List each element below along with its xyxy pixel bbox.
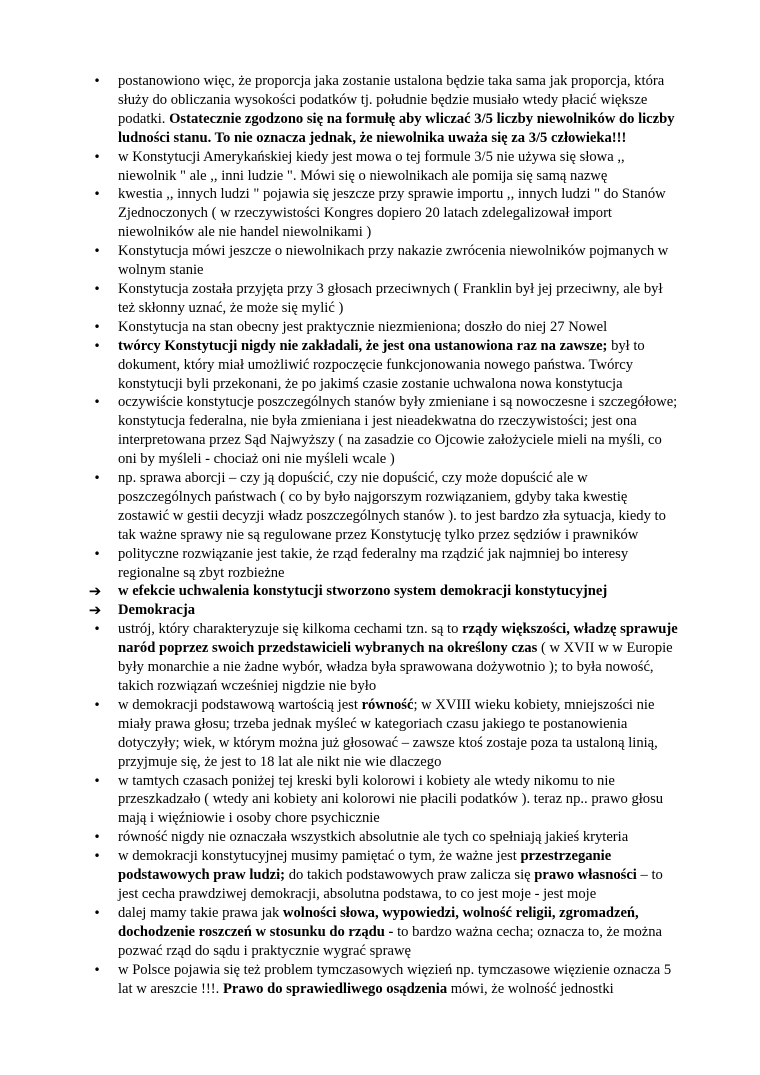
text: np. sprawa aborcji – czy ją dopuścić, czy nie dopuścić, czy może dopuścić ale w poszczególnych państwach ( co by było najgorszym rozwiązaniem, gdyby taka kwestię zostawić w gestii decyzji władz poszczególnych stanów ). to jest bardzo zła sytuacja, kiedy to tak ważne sprawy nie są regulowane przez Konstytucję tylko przez sędziów i prawników <box>118 470 666 543</box>
bullet-list-item <box>93 620 678 696</box>
bullet-icon: • <box>93 74 101 88</box>
bullet-list-item <box>93 828 678 847</box>
bullet-list-item <box>93 696 678 772</box>
bullet-icon: • <box>93 849 101 864</box>
text: Konstytucja na stan obecny jest praktycznie niezmieniona; doszło do niej 27 Nowel <box>118 318 608 335</box>
bullet-icon: • <box>93 546 101 561</box>
arrow-list-item <box>88 582 678 601</box>
bullet-list-item <box>93 242 678 280</box>
bullet-list-item <box>93 847 678 904</box>
bullet-list-item <box>93 280 678 318</box>
bullet-icon: • <box>93 471 101 486</box>
arrow-icon: ➔ <box>88 582 102 601</box>
bullet-icon: • <box>93 338 101 353</box>
arrow-list-item <box>88 601 678 620</box>
bullet-icon: • <box>93 962 101 977</box>
text: w Konstytucji Amerykańskiej kiedy jest mowa o tej formule 3/5 nie używa się słowa ,, niewolnik " ale ,, inni ludzie ". Mówi się o niewolnikach ale pomija się samą nazwę <box>118 148 625 184</box>
bold-text: prawo własności <box>534 867 637 884</box>
text: – to jest cecha prawdziwej demokracji, absolutna podstawa, to co jest moje - jest moje <box>118 867 663 902</box>
text: polityczne rozwiązanie jest takie, że rząd federalny ma rządzić jak najmniej bo interesy regionalne są zbyt rozbieżne <box>118 545 629 581</box>
bullet-icon: • <box>93 830 101 845</box>
bold-text: Demokracja <box>118 602 195 619</box>
bullet-list-item <box>93 337 678 394</box>
bullet-list-item <box>93 185 678 242</box>
bullet-list-item <box>93 772 678 829</box>
bullet-list-item <box>93 904 678 961</box>
text: w demokracji podstawową wartością jest <box>118 696 362 713</box>
bold-text: Prawo do sprawiedliwego osądzenia <box>222 980 448 997</box>
text: ( w XVII w w Europie były monarchie a nie żadne wybór, władza była sprawowana dożywotnio ); to była nowość, takich rozwiązań wcześniej nigdzie nie było <box>118 640 673 694</box>
text: był to dokument, który miał umożliwić rozpoczęcie funkcjonowania nowego państwa. Twórcy konstytucji byli przekonani, że po jakimś czasie zostanie uchwalona nowa konstytucja <box>118 337 645 392</box>
bullet-list-item <box>93 318 678 337</box>
text: w Polsce pojawia się też problem tymczasowych więzień np. tymczasowe więzienie oznacza 5 lat w areszcie !!!. <box>118 961 672 997</box>
bold-text: przestrzeganie podstawowych praw ludzi; <box>118 848 612 884</box>
bold-text: równość <box>361 696 414 713</box>
bullet-list-item <box>93 393 678 469</box>
bold-text: Ostatecznie zgodzono się na formułę aby wliczać 3/5 liczby niewolników do liczby ludności stanu. To nie oznacza jednak, że niewolnika uważa się za 3/5 człowieka!!! <box>118 110 675 146</box>
bullet-icon: • <box>93 773 101 788</box>
bullet-icon: • <box>93 697 101 712</box>
bold-text: wolności słowa, wypowiedzi, wolność religii, zgromadzeń, dochodzenie roszczeń w stosunku do rządu - <box>118 904 639 940</box>
bullet-list-item <box>93 72 678 148</box>
text: dalej mamy takie prawa jak <box>118 904 283 921</box>
text: w tamtych czasach poniżej tej kreski byli kolorowi i kobiety ale wtedy nikomu to nie przeszkadzało ( wtedy ani kobiety ani kolorowi nie płacili podatków ). teraz np.. prawo głosu mają i więźniowie i osoby chore psychicznie <box>118 772 664 827</box>
bullet-list-item <box>93 469 678 545</box>
bullet-icon: • <box>93 149 101 164</box>
text: Konstytucja została przyjęta przy 3 głosach przeciwnych ( Franklin był jej przeciwny, ale był też skłonny uznać, że może się mylić ) <box>118 280 663 316</box>
arrow-icon: ➔ <box>88 601 102 620</box>
text: Konstytucja mówi jeszcze o niewolnikach przy nakazie zwrócenia niewolników pojmanych w wolnym stanie <box>118 243 669 279</box>
bold-text: twórcy Konstytucji nigdy nie zakładali, że jest ona ustanowiona raz na zawsze; <box>118 337 608 354</box>
bullet-list-item <box>93 545 678 583</box>
text: oczywiście konstytucje poszczególnych stanów były zmieniane i są nowoczesne i szczegółowe; konstytucja federalna, nie była zmieniana i jest nieadekwatna do rzeczywistości; jest ona interpretowana przez Sąd Najwyższy ( na zasadzie co Ojcowie założyciele mieli na myśli, co oni by myśleli - chociaż oni nie myśleli wcale ) <box>118 394 678 468</box>
bullet-icon: • <box>93 281 101 296</box>
text: ustrój, który charakteryzuje się kilkoma cechami tzn. są to <box>118 621 463 638</box>
text: równość nigdy nie oznaczała wszystkich absolutnie ale tych co spełniają jakieś kryteria <box>118 829 629 846</box>
text: mówi, że wolność jednostki <box>447 980 614 997</box>
bold-text: w efekcie uchwalenia konstytucji stworzono system demokracji konstytucyjnej <box>118 583 608 600</box>
bullet-list-item <box>93 148 678 186</box>
bullet-list-item <box>93 961 678 999</box>
text: do takich podstawowych praw zalicza się <box>285 867 535 884</box>
text: postanowiono więc, że proporcja jaka zostanie ustalona będzie taka sama jak proporcja, która służy do obliczania wysokości podatków tj. południe będzie musiało wtedy płacić większe podatki. <box>118 73 665 127</box>
document-body <box>88 72 678 998</box>
text: kwestia ,, innych ludzi " pojawia się jeszcze przy sprawie importu ,, innych ludzi " do Stanów Zjednoczonych ( w rzeczywistości Kongres dopiero 20 latach zdelegalizował import niewolników ale nie handel niewolnikami ) <box>118 186 666 241</box>
bullet-icon: • <box>93 905 101 920</box>
text: w demokracji konstytucyjnej musimy pamiętać o tym, że ważne jest <box>118 848 521 865</box>
text: ; w XVIII wieku kobiety, mniejszości nie miały prawa głosu; trzeba jednak myśleć w kategoriach czasu jakiego te postanowienia dotyczyły; wiek, w którym można już głosować – zawsze ktoś zostaje poza ta ustaloną linią, przyjmuje się, że jest to 18 lat ale nikt nie wie dlaczego <box>118 696 658 770</box>
bullet-icon: • <box>93 244 101 259</box>
bullet-icon: • <box>93 187 101 202</box>
bullet-icon: • <box>93 622 101 637</box>
bullet-icon: • <box>93 395 101 410</box>
bold-text: rządy większości, władzę sprawuje naród poprzez swoich przedstawicieli wybranych na określony czas <box>118 621 678 657</box>
bullet-icon: • <box>93 319 101 334</box>
text: to bardzo ważna cecha; oznacza to, że można pozwać rząd do sądu i praktycznie wygrać sprawę <box>118 923 663 959</box>
